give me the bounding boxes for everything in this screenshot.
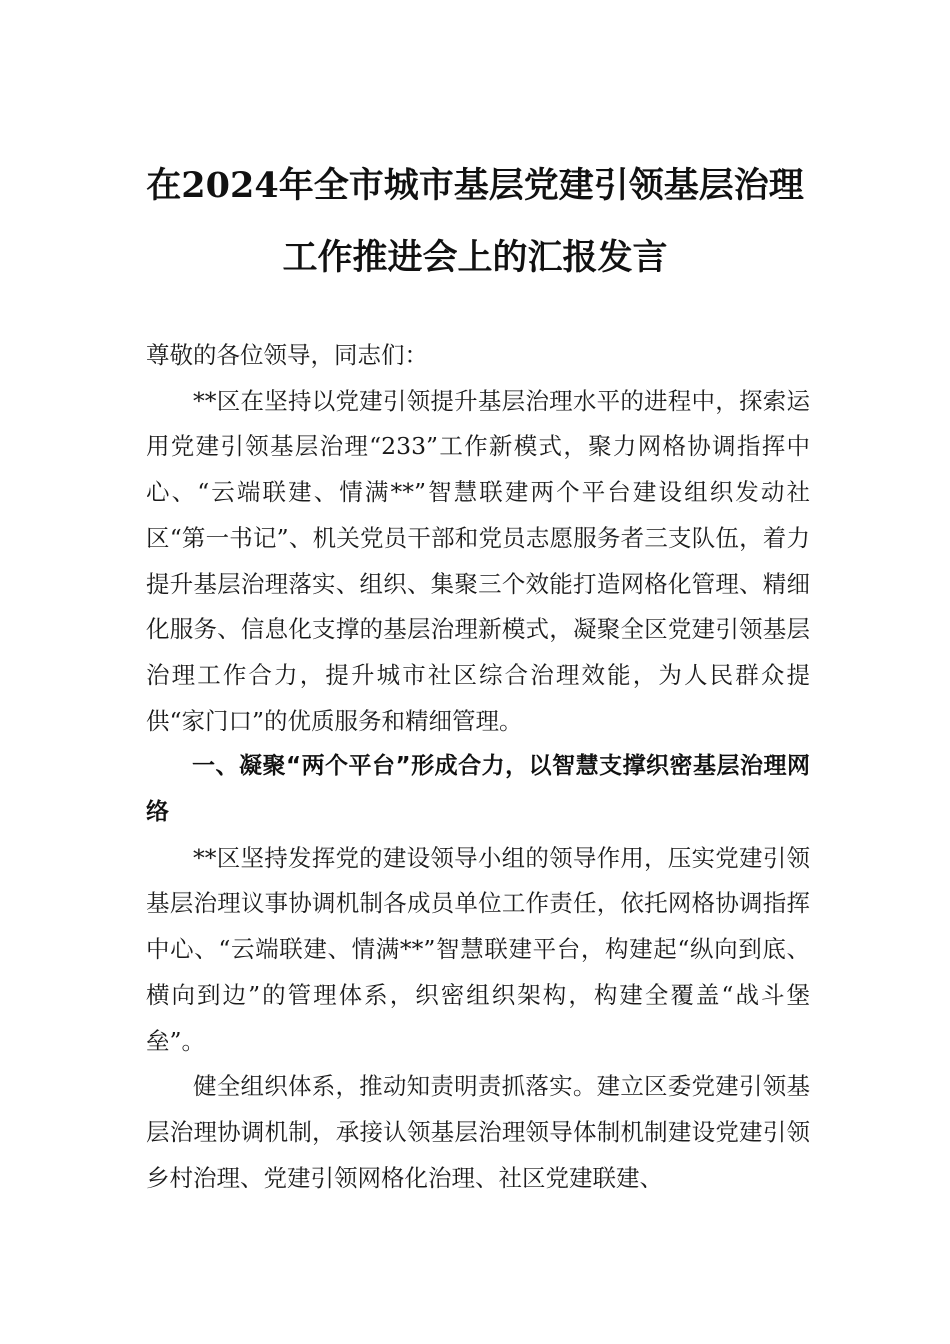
document-body [146, 333, 810, 1201]
paragraph-organization-system: 健全组织体系，推动知责明责抓落实。建立区委党建引领基层治理协调机制，承接认领基层治理领导体制机制建设党建引领乡村治理、党建引领网格化治理、社区党建联建、 [146, 1072, 810, 1192]
paragraph-section-1: **区坚持发挥党的建设领导小组的领导作用，压实党建引领基层治理议事协调机制各成员单位工作责任，依托网格协调指挥中心、“云端联建、情满**”智慧联建平台，构建起“纵向到底、横向到边”的管理体系，织密组织架构，构建全覆盖“战斗堡垒”。 [146, 843, 810, 1055]
section-heading-1: 一、凝聚“两个平台”形成合力，以智慧支撑织密基层治理网络 [146, 753, 810, 826]
document-title-line-2: 工作推进会上的汇报发言 [282, 237, 668, 278]
salutation: 尊敬的各位领导，同志们： [146, 341, 428, 369]
document-title-line-1: 在2024年全市城市基层党建引领基层治理 [146, 165, 804, 206]
paragraph-intro: **区在坚持以党建引领提升基层治理水平的进程中，探索运用党建引领基层治理“233”工作新模式，聚力网格协调指挥中心、“云端联建、情满**”智慧联建两个平台建设组织发动社区“第一书记”、机关党员干部和党员志愿服务者三支队伍，着力提升基层治理落实、组织、集聚三个效能打造网格化管理、精细化服务、信息化支撑的基层治理新模式，凝聚全区党建引领基层治理工作合力，提升城市社区综合治理效能，为人民群众提供“家门口”的优质服务和精细管理。 [146, 386, 810, 735]
